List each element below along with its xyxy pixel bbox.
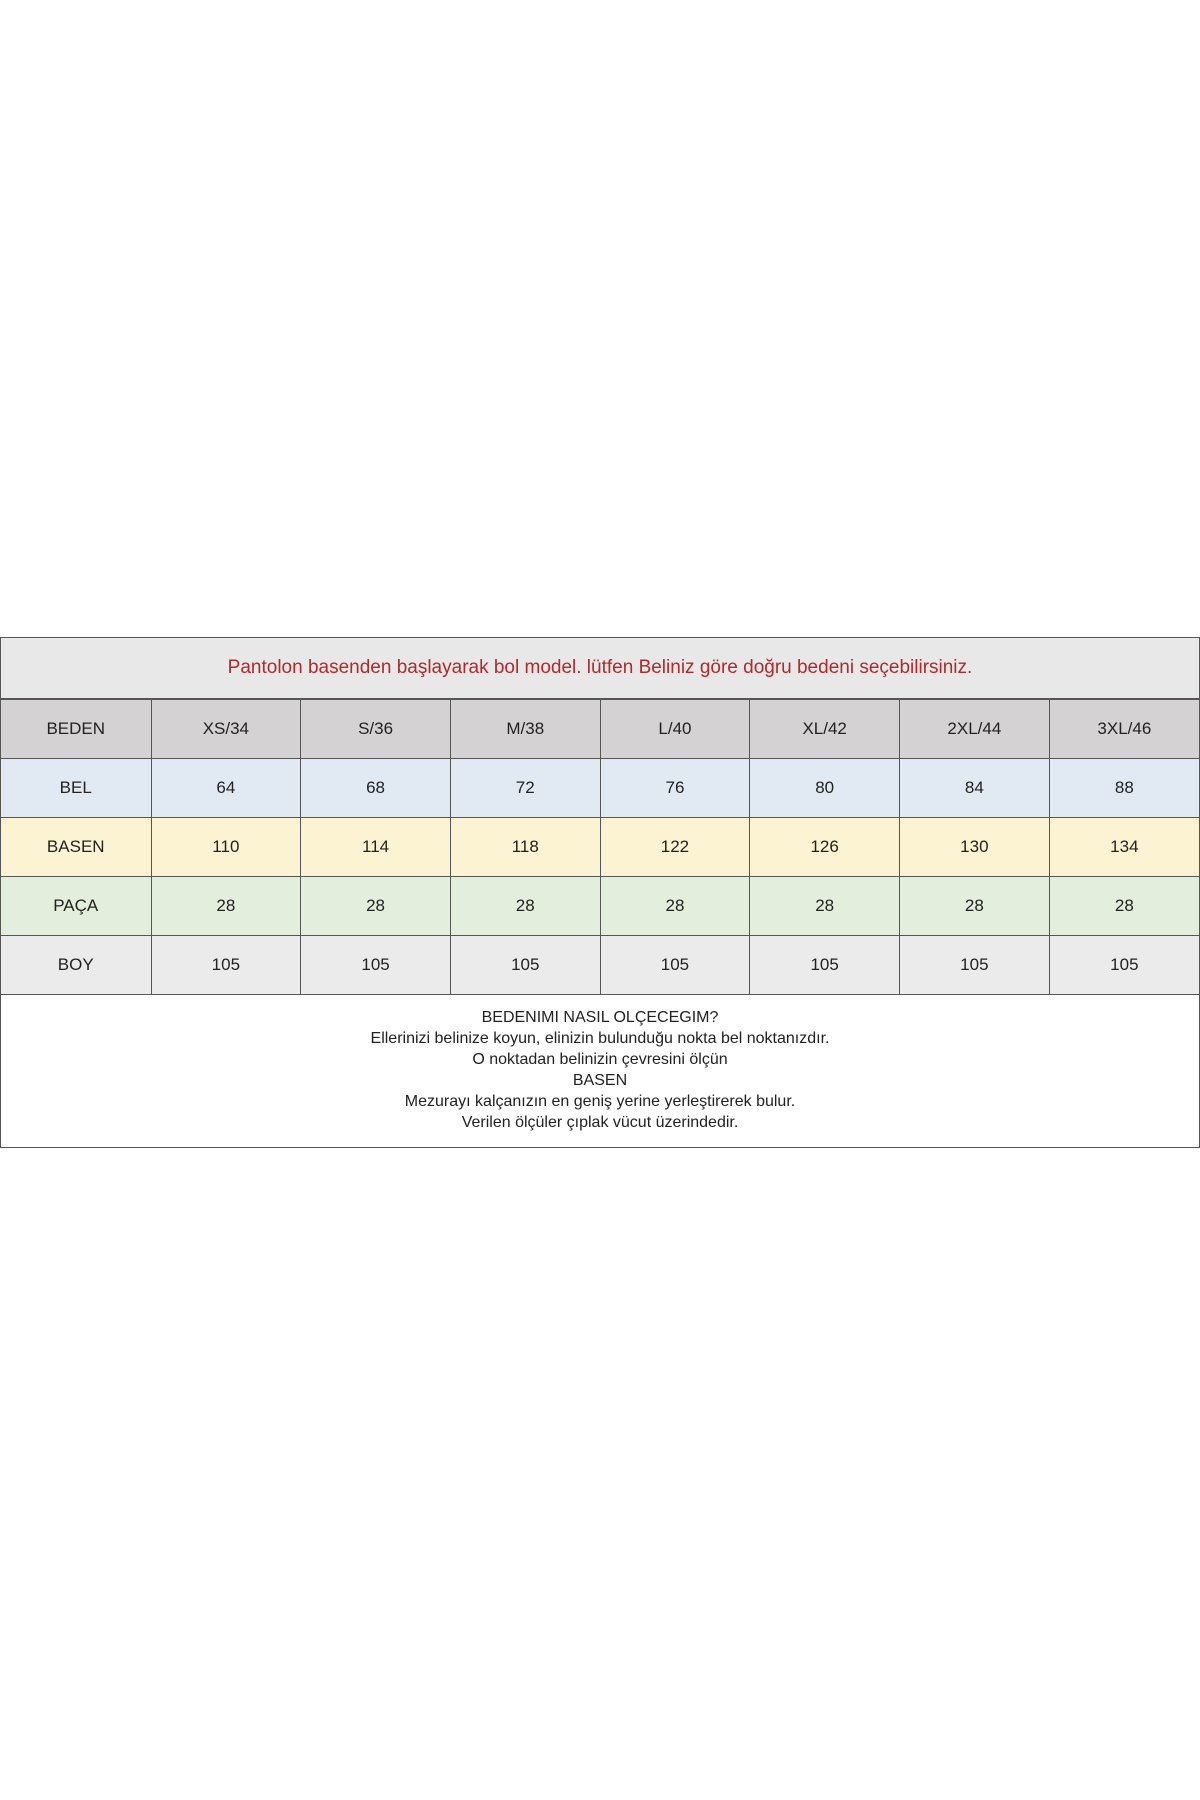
size-header: XS/34 <box>151 700 301 759</box>
table-cell: 64 <box>151 759 301 818</box>
table-cell: 118 <box>450 818 600 877</box>
table-cell: 80 <box>750 759 900 818</box>
table-cell: 88 <box>1049 759 1199 818</box>
table-cell: 134 <box>1049 818 1199 877</box>
table-cell: 28 <box>900 877 1050 936</box>
notes-heading: BEDENIMI NASIL OLÇECEGIM? <box>481 1009 719 1026</box>
size-chart <box>0 637 1200 1148</box>
table-cell: 105 <box>301 936 451 995</box>
table-cell: 28 <box>151 877 301 936</box>
table-cell: 105 <box>450 936 600 995</box>
table-cell: 105 <box>900 936 1050 995</box>
notes-line: Verilen ölçüler çıplak vücut üzerindedir. <box>461 1114 739 1131</box>
table-cell: 84 <box>900 759 1050 818</box>
row-label: BOY <box>1 936 151 995</box>
size-table <box>1 699 1199 995</box>
notes-line: O noktadan belinizin çevresini ölçün <box>472 1051 728 1068</box>
table-row-paca <box>1 877 1199 936</box>
table-cell: 28 <box>750 877 900 936</box>
table-cell: 122 <box>600 818 750 877</box>
size-header: 2XL/44 <box>900 700 1050 759</box>
size-header: 3XL/46 <box>1049 700 1199 759</box>
table-cell: 68 <box>301 759 451 818</box>
size-header: L/40 <box>600 700 750 759</box>
table-cell: 126 <box>750 818 900 877</box>
table-cell: 28 <box>600 877 750 936</box>
table-row-boy <box>1 936 1199 995</box>
table-cell: 114 <box>301 818 451 877</box>
chart-title: Pantolon basenden başlayarak bol model. lütfen Beliniz göre doğru bedeni seçebilirsiniz. <box>1 638 1199 699</box>
table-cell: 130 <box>900 818 1050 877</box>
table-cell: 76 <box>600 759 750 818</box>
table-row-bel <box>1 759 1199 818</box>
table-row-basen <box>1 818 1199 877</box>
table-header-row <box>1 700 1199 759</box>
table-cell: 105 <box>600 936 750 995</box>
row-label: BEL <box>1 759 151 818</box>
table-cell: 28 <box>450 877 600 936</box>
measurement-notes <box>1 995 1199 1133</box>
notes-line: Ellerinizi belinize koyun, elinizin bulunduğu nokta bel noktanızdır. <box>370 1030 830 1047</box>
row-label: PAÇA <box>1 877 151 936</box>
table-cell: 72 <box>450 759 600 818</box>
table-cell: 105 <box>1049 936 1199 995</box>
header-label: BEDEN <box>1 700 151 759</box>
table-cell: 28 <box>1049 877 1199 936</box>
table-cell: 105 <box>750 936 900 995</box>
table-cell: 110 <box>151 818 301 877</box>
notes-line: Mezurayı kalçanızın en geniş yerine yerleştirerek bulur. <box>404 1093 796 1110</box>
table-cell: 28 <box>301 877 451 936</box>
table-cell: 105 <box>151 936 301 995</box>
notes-subheading: BASEN <box>572 1072 628 1089</box>
size-header: XL/42 <box>750 700 900 759</box>
size-header: S/36 <box>301 700 451 759</box>
row-label: BASEN <box>1 818 151 877</box>
size-header: M/38 <box>450 700 600 759</box>
